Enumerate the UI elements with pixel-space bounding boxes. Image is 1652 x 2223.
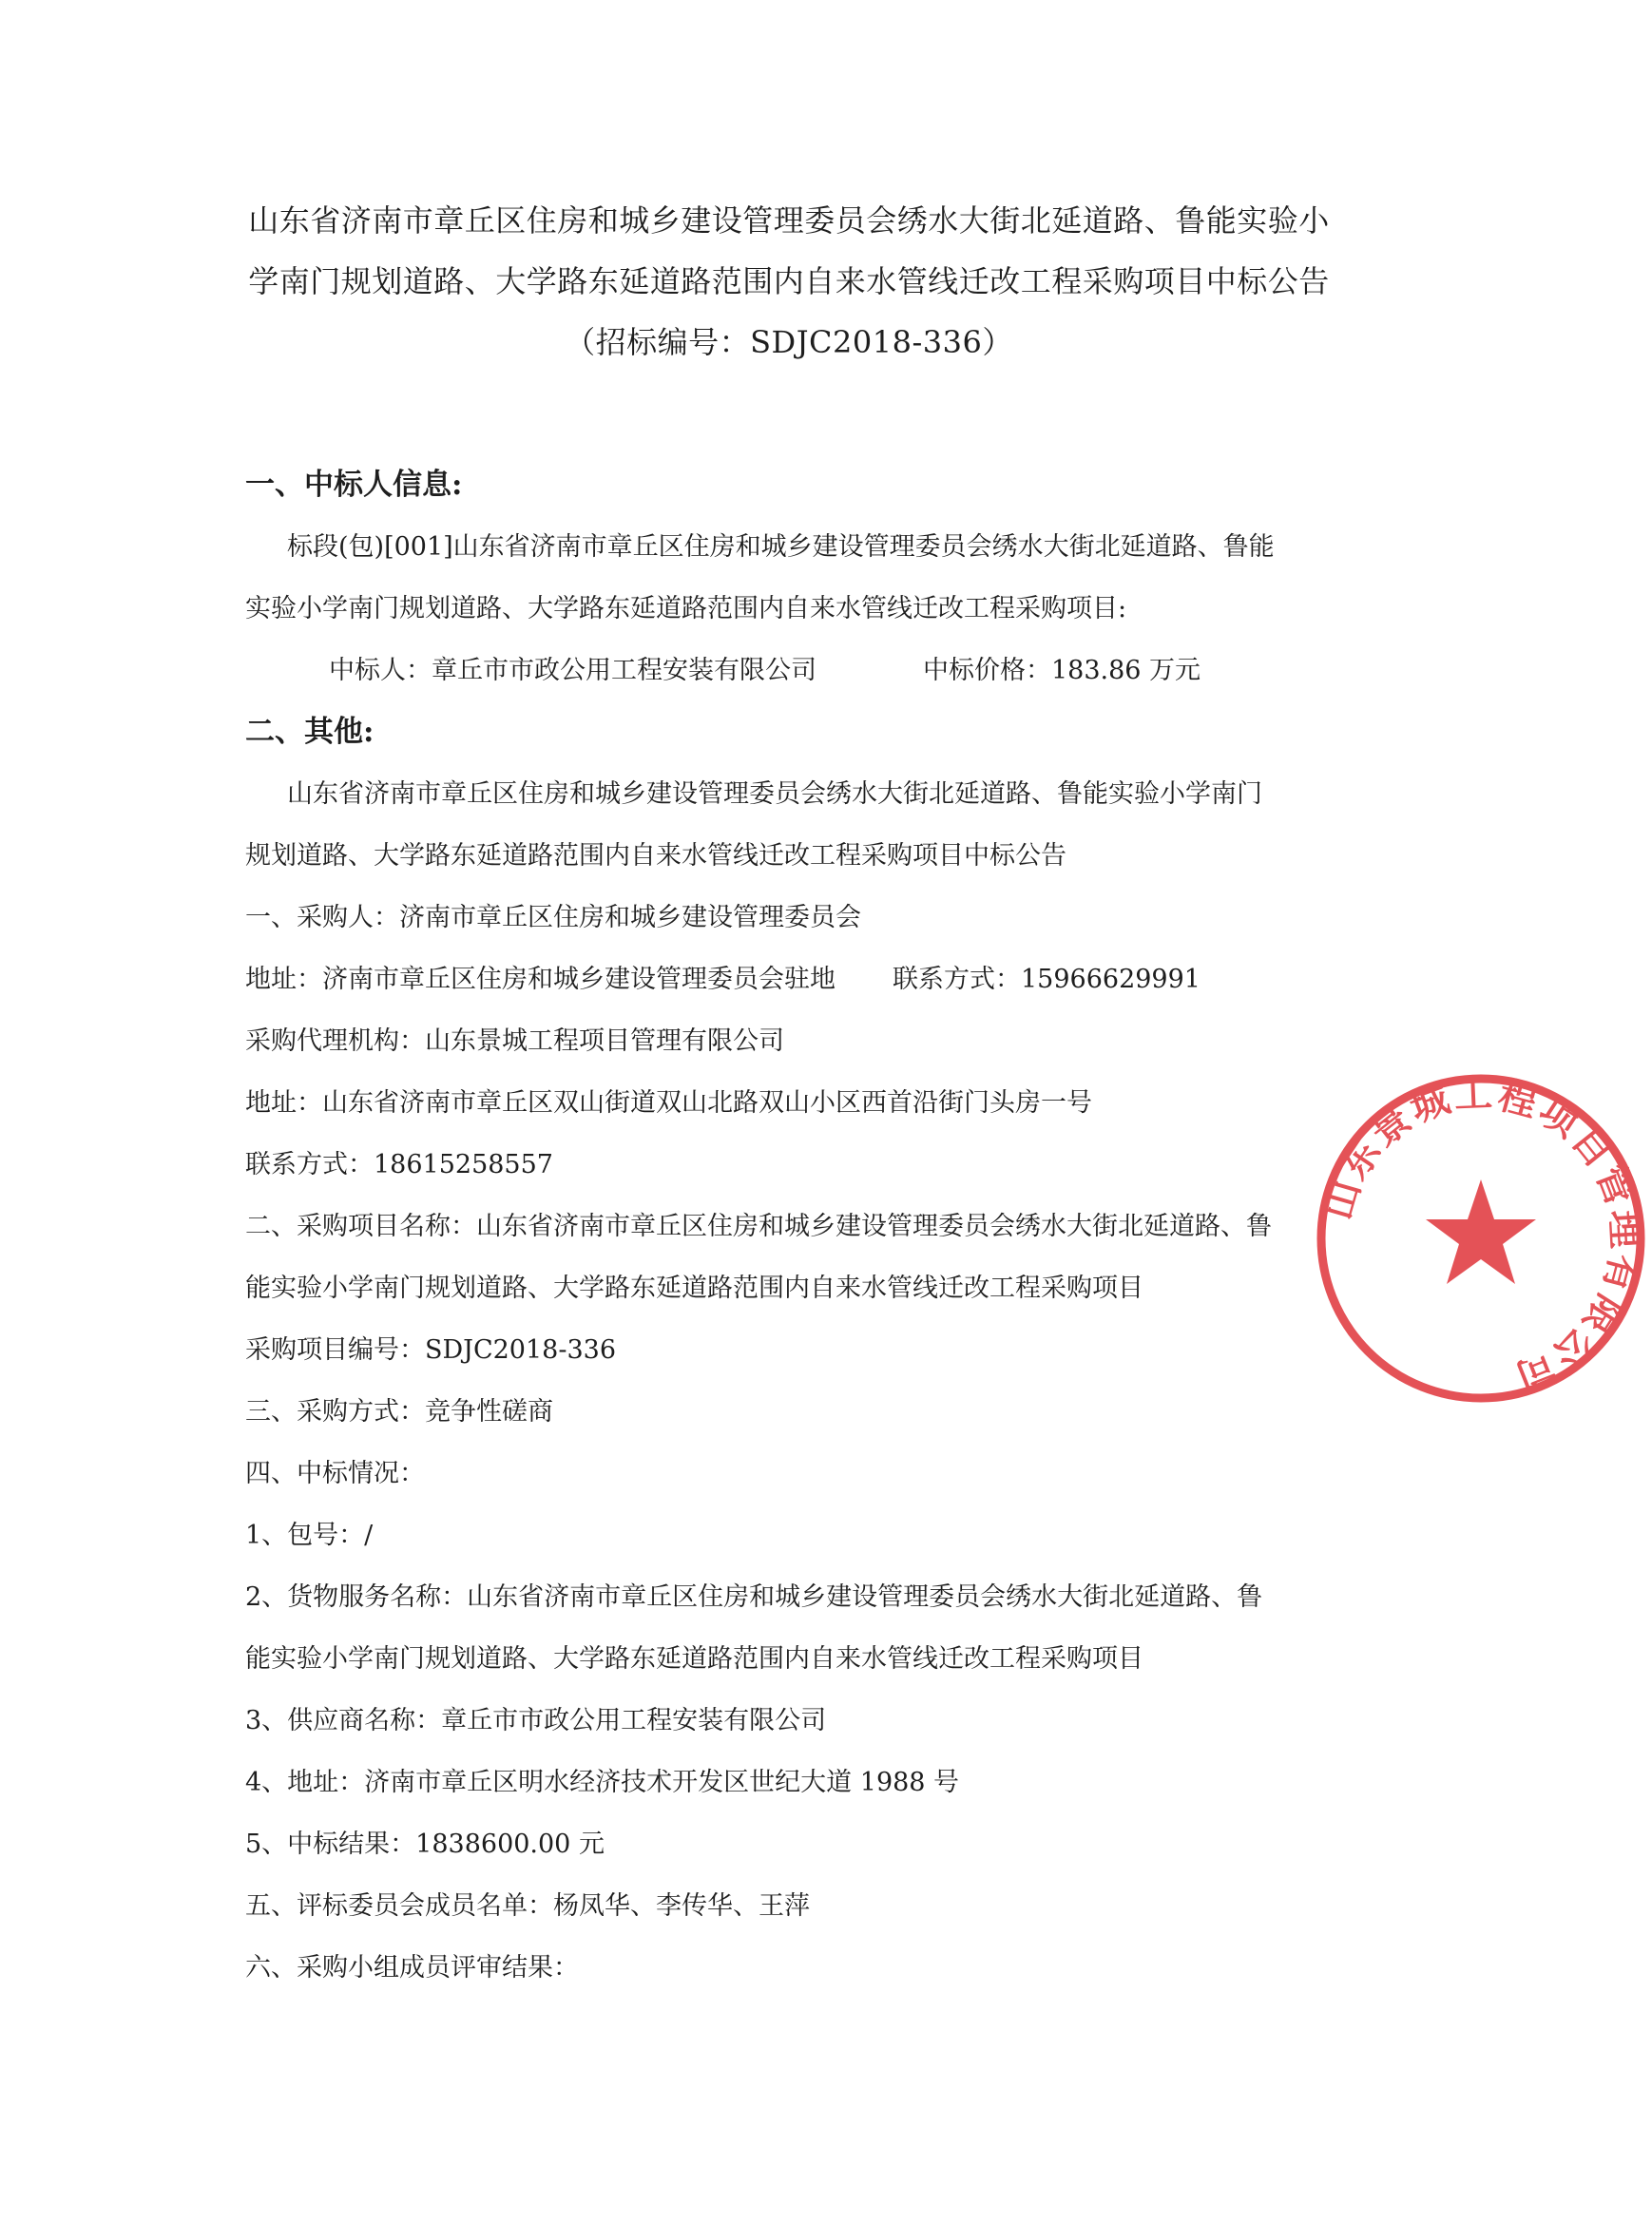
procurement-method: 三、采购方式：竞争性磋商 [245, 1397, 553, 1427]
project-name-line-1: 二、采购项目名称：山东省济南市章丘区住房和城乡建设管理委员会绣水大街北延道路、鲁 [245, 1212, 1272, 1241]
winner-name: 中标人：章丘市市政公用工程安装有限公司 [329, 656, 816, 685]
winner-row [245, 640, 1338, 701]
tender-number: （招标编号：SDJC2018-336） [565, 324, 1013, 360]
project-name-line-2: 能实验小学南门规划道路、大学路东延道路范围内自来水管线迁改工程采购项目 [245, 1274, 1143, 1303]
purchaser-address: 地址：济南市章丘区住房和城乡建设管理委员会驻地 [245, 965, 836, 994]
notice-title-line-1: 山东省济南市章丘区住房和城乡建设管理委员会绣水大街北延道路、鲁能实验小学南门 [287, 779, 1262, 809]
company-seal-stamp [1310, 1067, 1652, 1409]
award-item-service-line-1: 2、货物服务名称：山东省济南市章丘区住房和城乡建设管理委员会绣水大街北延道路、鲁 [245, 1582, 1263, 1612]
title-line-1: 山东省济南市章丘区住房和城乡建设管理委员会绣水大街北延道路、鲁能实验小 [248, 202, 1330, 239]
agency-address: 地址：山东省济南市章丘区双山街道双山北路双山小区西首沿街门头房一号 [245, 1088, 1092, 1118]
award-item-lot: 1、包号：/ [245, 1521, 374, 1550]
section-heading-other: 二、其他: [245, 715, 375, 749]
document-title [219, 190, 1359, 373]
review-results: 六、采购小组成员评审结果： [245, 1953, 579, 1983]
committee-members: 五、评标委员会成员名单：杨凤华、李传华、王萍 [245, 1891, 810, 1921]
agency: 采购代理机构：山东景城工程项目管理有限公司 [245, 1026, 784, 1056]
notice-title-line-2: 规划道路、大学路东延道路范围内自来水管线迁改工程采购项目中标公告 [245, 841, 1066, 871]
document-body [245, 454, 1338, 1999]
award-item-service-line-2: 能实验小学南门规划道路、大学路东延道路范围内自来水管线迁改工程采购项目 [245, 1644, 1143, 1674]
award-item-result: 5、中标结果：1838600.00 元 [245, 1830, 605, 1859]
award-item-supplier: 3、供应商名称：章丘市市政公用工程安装有限公司 [245, 1706, 827, 1735]
lot-description-line-2: 实验小学南门规划道路、大学路东延道路范围内自来水管线迁改工程采购项目: [245, 594, 1127, 623]
winning-price: 中标价格：183.86 万元 [923, 656, 1201, 685]
section-heading-winner-info: 一、中标人信息: [245, 468, 463, 502]
purchaser: 一、采购人：济南市章丘区住房和城乡建设管理委员会 [245, 903, 861, 932]
lot-description-line-1: 标段(包)[001]山东省济南市章丘区住房和城乡建设管理委员会绣水大街北延道路、鲁能 [287, 532, 1275, 562]
seal-text: 山东景城工程项目管理有限公司 [1315, 1071, 1648, 1401]
agency-contact: 联系方式：18615258557 [245, 1150, 553, 1179]
purchaser-address-row [245, 949, 1338, 1010]
award-heading: 四、中标情况： [245, 1459, 425, 1488]
title-line-2: 学南门规划道路、大学路东延道路范围内自来水管线迁改工程采购项目中标公告 [248, 263, 1330, 299]
project-number: 采购项目编号：SDJC2018-336 [245, 1335, 616, 1365]
award-item-address: 4、地址：济南市章丘区明水经济技术开发区世纪大道 1988 号 [245, 1768, 960, 1797]
purchaser-contact: 联系方式：15966629991 [893, 965, 1201, 994]
